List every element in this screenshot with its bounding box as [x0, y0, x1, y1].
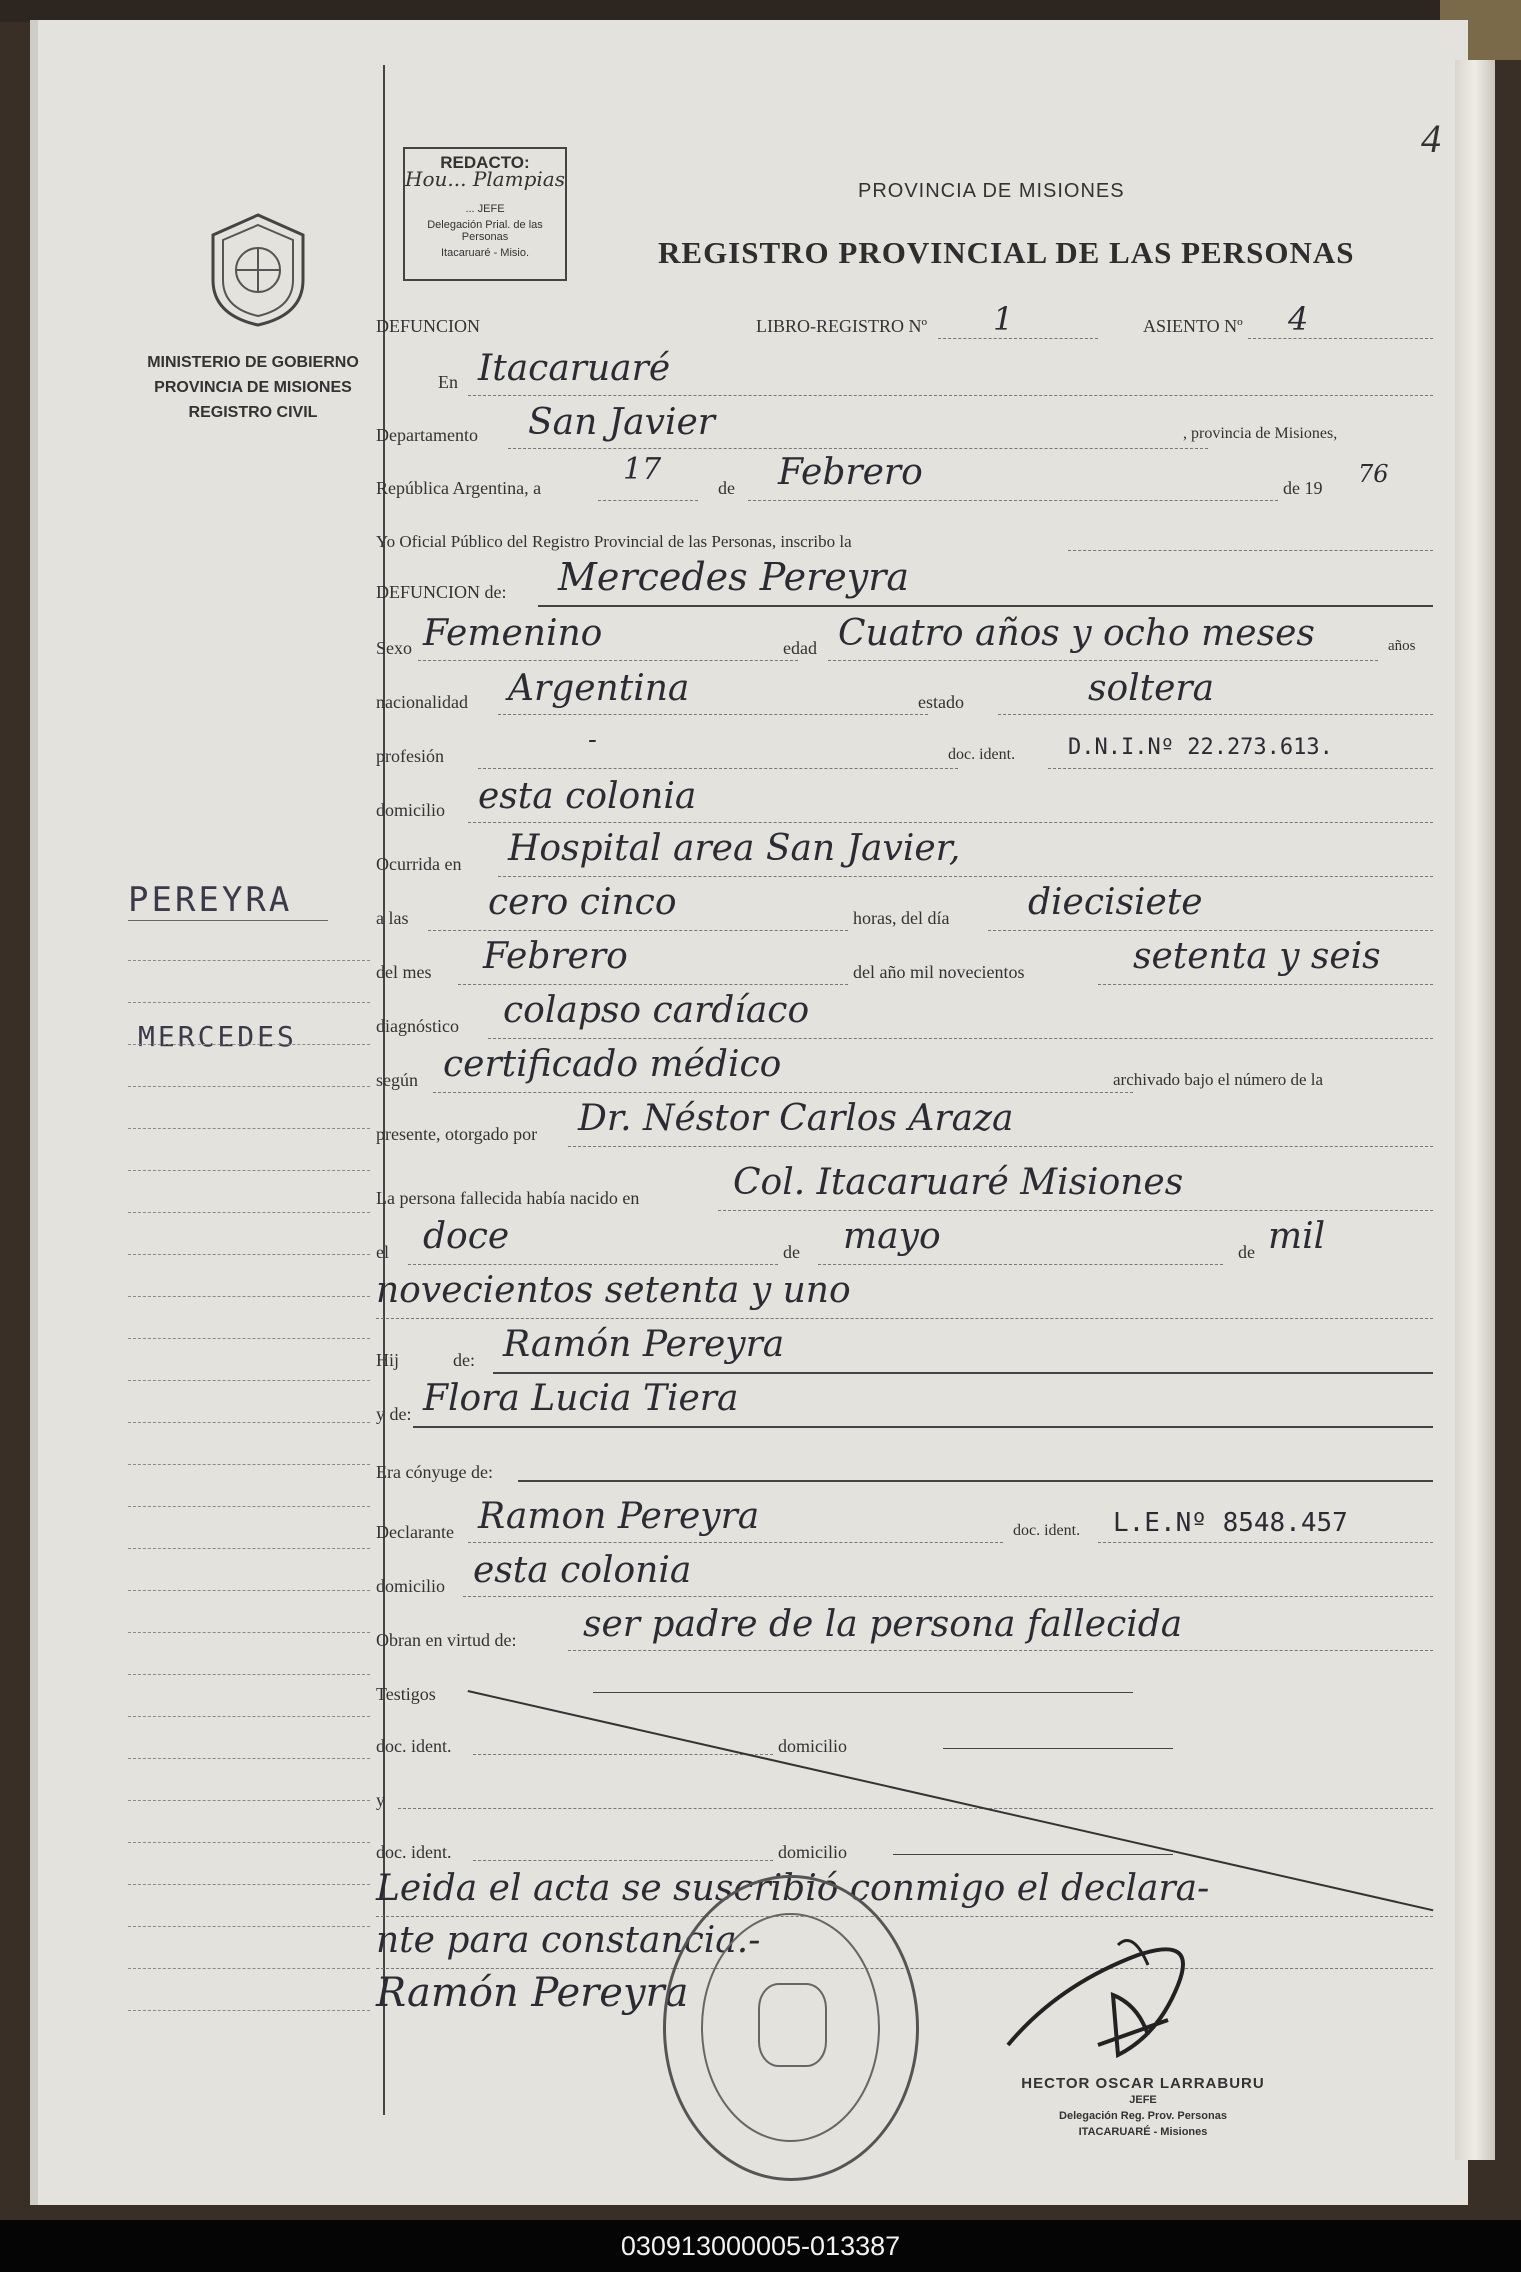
entry-label: ASIENTO Nº: [1143, 316, 1243, 336]
year-prefix: de 19: [1283, 478, 1323, 498]
born-label: La persona fallecida había nacido en: [376, 1188, 640, 1208]
diagnosis-value: colapso cardíaco: [503, 990, 810, 1031]
presented-label: presente, otorgado por: [376, 1124, 538, 1144]
ministry-heading: [108, 350, 398, 425]
province-header: PROVINCIA DE MISIONES: [858, 180, 1125, 202]
declarant-doc-value: L.E.Nº 8548.457: [1113, 1508, 1348, 1538]
witness2-domicile-label: domicilio: [778, 1842, 847, 1862]
status-value: soltera: [1088, 668, 1215, 709]
profession-label: profesión: [376, 746, 444, 766]
declarant-domicile-value: esta colonia: [473, 1550, 692, 1591]
nationality-label: nacionalidad: [376, 692, 468, 712]
at-label: a las: [376, 908, 409, 928]
birth-of-label: de: [783, 1242, 800, 1262]
page-stack-edge: [1455, 60, 1495, 2160]
birth-year-a: mil: [1268, 1216, 1326, 1257]
docid-value: D.N.I.Nº 22.273.613.: [1068, 735, 1333, 760]
chief-line: Delegación Reg. Prov. Personas: [1059, 2110, 1227, 2122]
father-value: Ramón Pereyra: [503, 1324, 785, 1365]
department-value: San Javier: [528, 402, 716, 443]
act-type-label: DEFUNCION: [376, 316, 481, 336]
according-label: según: [376, 1070, 418, 1090]
declarant-domicile-label: domicilio: [376, 1576, 445, 1596]
redacto-line: Itacaruaré - Misio.: [440, 247, 530, 259]
ministry-line: REGISTRO CIVIL: [188, 404, 318, 421]
witness1-domicile-label: domicilio: [778, 1736, 847, 1756]
the-label: el: [376, 1242, 389, 1262]
officer-text: Yo Oficial Público del Registro Provincial de las Personas, inscribo la: [376, 532, 852, 551]
witnesses-label: Testigos: [376, 1684, 436, 1704]
year-words: setenta y seis: [1133, 936, 1381, 977]
redacto-line: ... JEFE: [465, 203, 505, 215]
sex-value: Femenino: [423, 613, 603, 654]
month-label: del mes: [376, 962, 432, 982]
archive-id: 030913000005-013387: [620, 2231, 901, 2261]
chief-stamp: [978, 2075, 1308, 2140]
day-words: diecisiete: [1028, 882, 1203, 923]
entry-value: 4: [1288, 300, 1309, 338]
day-value: 17: [623, 452, 662, 487]
birth-de-label: de: [1238, 1242, 1255, 1262]
closing-line1: Leida el acta se suscribió conmigo el declara-: [376, 1868, 1210, 1909]
of-label: de: [718, 478, 735, 498]
declarant-label: Declarante: [376, 1522, 454, 1542]
registry-title: REGISTRO PROVINCIAL DE LAS PERSONAS: [658, 235, 1355, 270]
acting-label: Obran en virtud de:: [376, 1630, 517, 1650]
book-label: LIBRO-REGISTRO Nº: [756, 316, 928, 336]
ministry-line: PROVINCIA DE MISIONES: [154, 379, 352, 396]
ministry-line: MINISTERIO DE GOBIERNO: [147, 354, 359, 371]
province-suffix: , provincia de Misiones,: [1183, 425, 1338, 442]
sex-label: Sexo: [376, 638, 412, 658]
redacto-signature: Hou... Plampias: [405, 167, 565, 191]
in-label: En: [438, 372, 458, 392]
diagnosis-label: diagnóstico: [376, 1016, 459, 1036]
witness1-doc-label: doc. ident.: [376, 1736, 452, 1756]
coat-of-arms-icon: [203, 210, 313, 330]
in-value: Itacaruaré: [478, 348, 671, 389]
and-of-label: y de:: [376, 1404, 412, 1424]
status-label: estado: [918, 692, 964, 712]
redacto-line: Delegación Prial. de las Personas: [427, 219, 543, 243]
occurred-label: Ocurrida en: [376, 854, 462, 874]
closing-line2: nte para constancia.-: [376, 1920, 761, 1961]
registry-round-stamp: [663, 1875, 919, 2181]
birth-year-b: novecientos setenta y uno: [376, 1270, 851, 1311]
archive-id-strip: [0, 2220, 1521, 2272]
nationality-value: Argentina: [508, 668, 690, 709]
chief-signature: [998, 1925, 1228, 2085]
chief-name: HECTOR OSCAR LARRABURU: [1021, 2075, 1265, 2092]
deceased-name: Mercedes Pereyra: [558, 555, 910, 599]
chief-line: ITACARUARÉ - Misiones: [1078, 2126, 1208, 2138]
chief-line: JEFE: [1129, 2094, 1157, 2106]
republic-label: República Argentina, a: [376, 478, 542, 498]
year-label: del año mil novecientos: [853, 962, 1025, 982]
profession-value: -: [588, 725, 597, 755]
domicile-value: esta colonia: [478, 776, 697, 817]
age-value: Cuatro años y ocho meses: [838, 613, 1315, 654]
spouse-label: Era cónyuge de:: [376, 1462, 493, 1482]
mother-value: Flora Lucia Tiera: [423, 1378, 739, 1419]
department-label: Departamento: [376, 425, 478, 445]
docid-label: doc. ident.: [948, 746, 1016, 763]
birth-day: doce: [423, 1216, 510, 1257]
age-label: edad: [783, 638, 817, 658]
birth-month: mayo: [843, 1216, 941, 1257]
death-of-label: DEFUNCION de:: [376, 582, 507, 602]
domicile-label: domicilio: [376, 800, 445, 820]
hours-label: horas, del día: [853, 908, 950, 928]
declarant-value: Ramon Pereyra: [478, 1496, 760, 1537]
child-label: Hij: [376, 1350, 400, 1370]
child-of-label: de:: [453, 1350, 475, 1370]
redacto-title: REDACTO:: [440, 153, 530, 172]
redacto-stamp: [403, 147, 567, 281]
witness-and-label: y: [376, 1790, 385, 1810]
declarant-signature: Ramón Pereyra: [376, 1970, 689, 2016]
acting-value: ser padre de la persona fallecida: [583, 1604, 1183, 1645]
margin-surname: PEREYRA: [128, 880, 328, 921]
margin-given-name: MERCEDES: [138, 1020, 297, 1053]
year-value: 76: [1358, 460, 1389, 488]
born-value: Col. Itacaruaré Misiones: [733, 1162, 1184, 1203]
witness2-doc-label: doc. ident.: [376, 1842, 452, 1862]
book-value: 1: [993, 300, 1014, 338]
month-value: Febrero: [778, 452, 923, 493]
declarant-doc-label: doc. ident.: [1013, 1522, 1081, 1539]
month-words: Febrero: [483, 936, 628, 977]
occurred-value: Hospital area San Javier,: [508, 828, 961, 869]
register-page: [30, 20, 1468, 2205]
archived-label: archivado bajo el número de la: [1113, 1070, 1324, 1089]
stamp-emblem-icon: [758, 1983, 827, 2067]
page-number: 4: [1421, 116, 1441, 161]
time-value: cero cinco: [488, 882, 677, 923]
margin-rules: [128, 960, 370, 2052]
top-shadow: [0, 0, 1521, 22]
doctor-value: Dr. Néstor Carlos Araza: [578, 1098, 1014, 1139]
according-value: certificado médico: [443, 1044, 782, 1085]
years-label: años: [1388, 638, 1416, 654]
